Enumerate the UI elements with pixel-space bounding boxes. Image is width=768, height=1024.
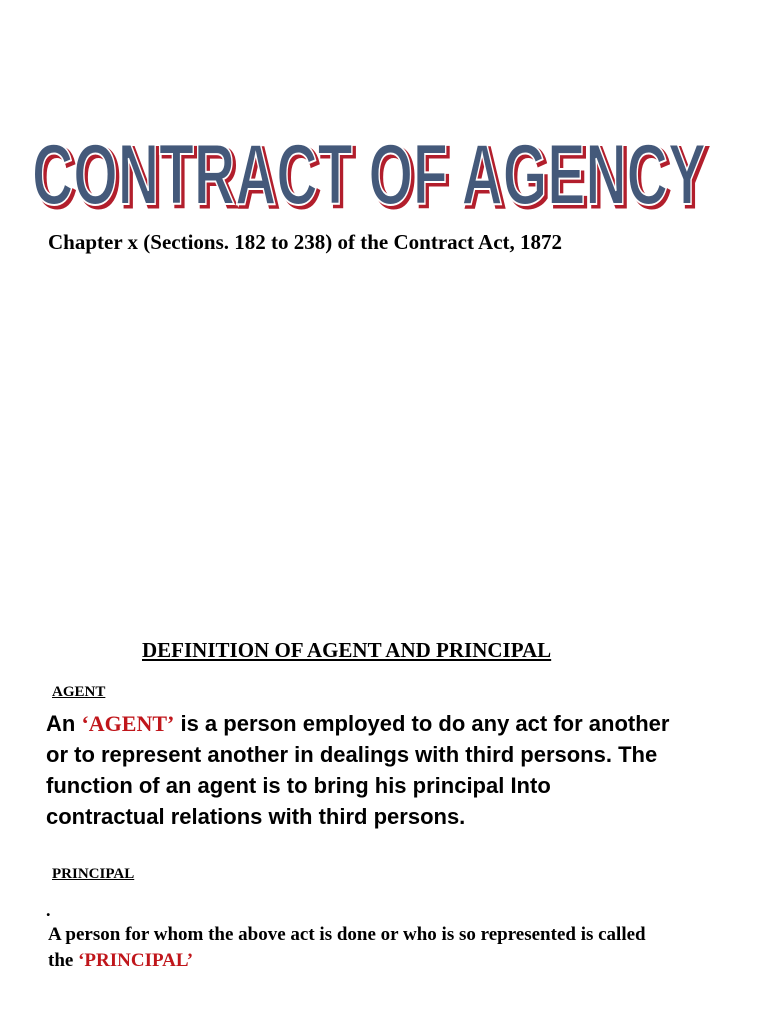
agent-section-label: AGENT bbox=[52, 684, 106, 700]
principal-term: ‘PRINCIPAL’ bbox=[78, 950, 194, 971]
agent-line-4: contractual relations with third persons. bbox=[46, 804, 466, 829]
agent-line-3: function of an agent is to bring his principal Into bbox=[46, 773, 551, 798]
definition-heading: DEFINITION OF AGENT AND PRINCIPAL bbox=[142, 638, 552, 662]
principal-line-2-prefix: the bbox=[48, 950, 79, 971]
agent-line-1-rest: is a person employed to do any act for another bbox=[174, 711, 670, 736]
agent-prefix: An bbox=[46, 711, 82, 736]
principal-bullet: . bbox=[46, 900, 51, 920]
chapter-subtitle: Chapter x (Sections. 182 to 238) of the Contract Act, 1872 bbox=[48, 230, 563, 254]
principal-line-1: A person for whom the above act is done or who is so represented is called bbox=[48, 924, 646, 945]
agent-line-1 bbox=[46, 708, 746, 739]
title-wordart bbox=[0, 128, 768, 218]
principal-line-2 bbox=[48, 948, 748, 974]
agent-definition-paragraph bbox=[46, 708, 746, 832]
document-title bbox=[0, 128, 768, 218]
principal-section-label: PRINCIPAL bbox=[52, 866, 135, 882]
title-shadow-text: CONTRACT OF AGENCY bbox=[35, 130, 709, 218]
title-main-text: CONTRACT OF AGENCY bbox=[32, 128, 706, 218]
agent-line-2: or to represent another in dealings with third persons. The bbox=[46, 742, 658, 767]
agent-term: ‘AGENT’ bbox=[81, 711, 175, 736]
principal-definition-paragraph bbox=[48, 922, 748, 974]
